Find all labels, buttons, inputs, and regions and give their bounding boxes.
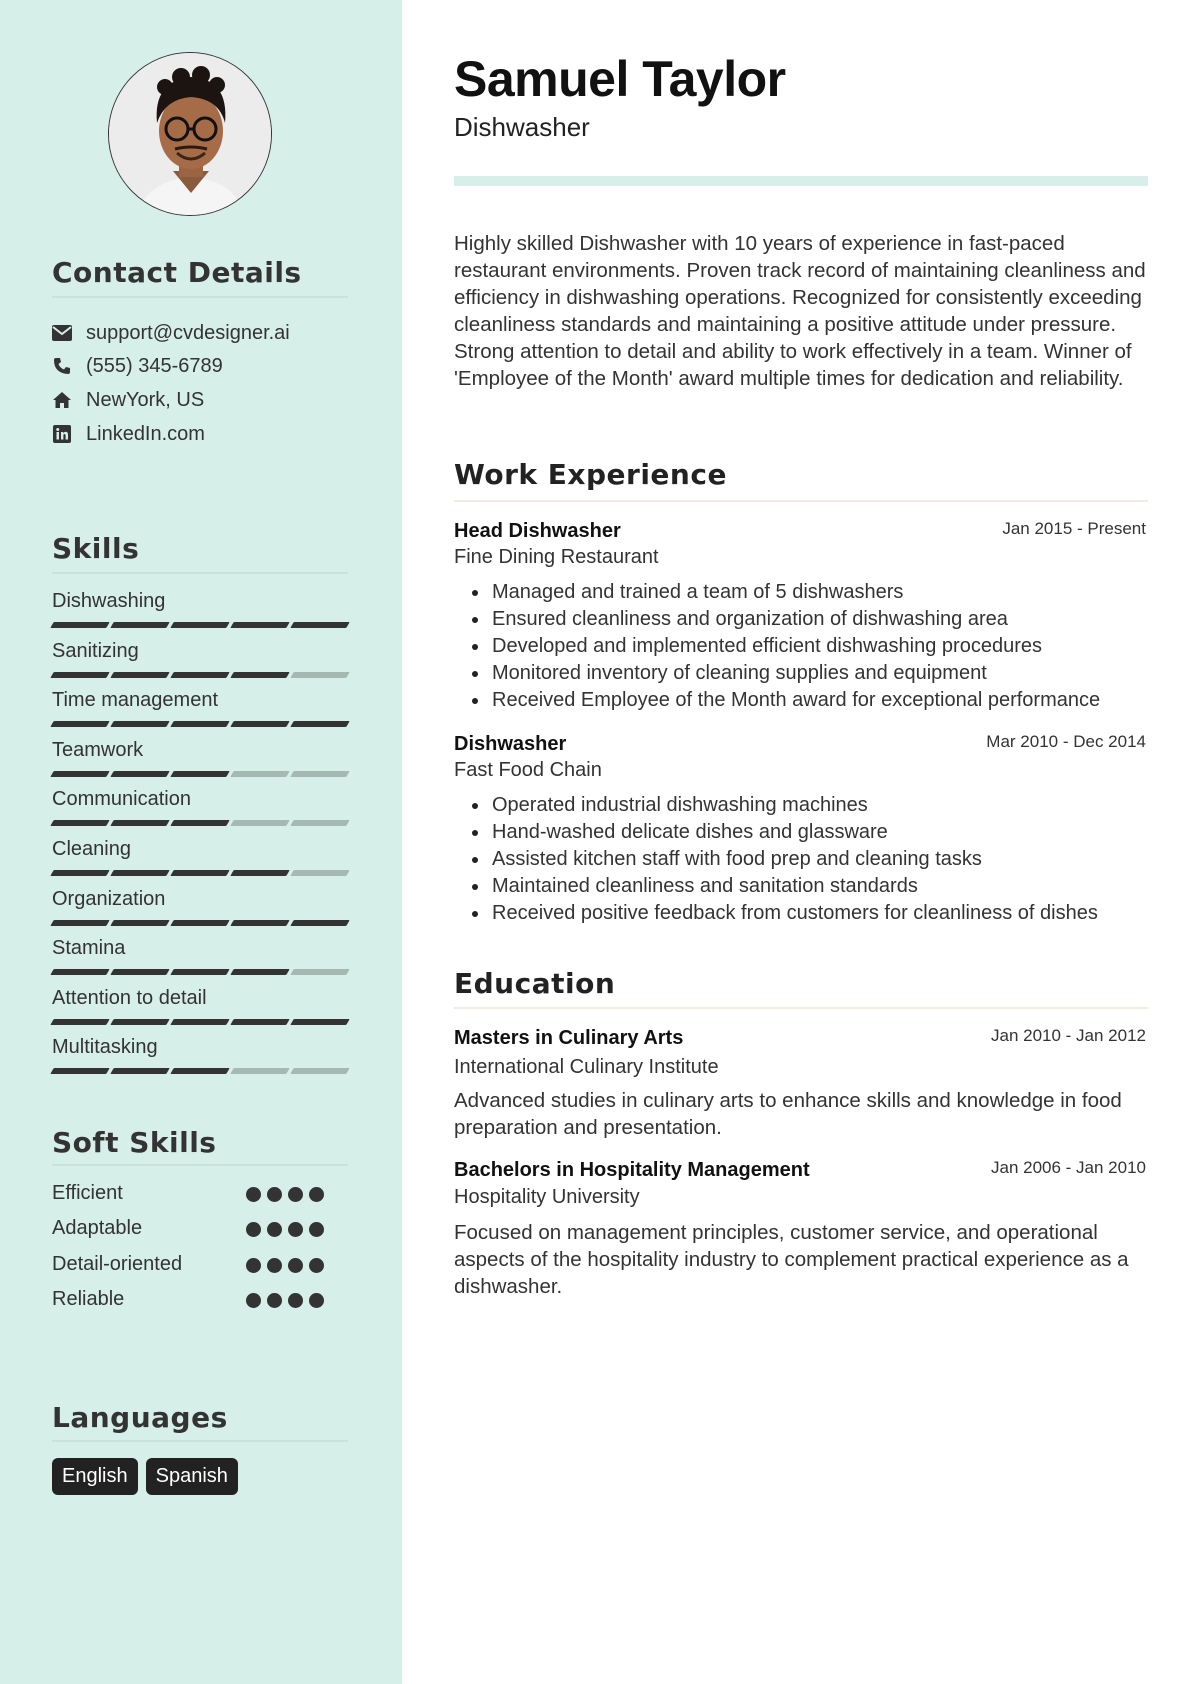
job-bullet: Maintained cleanliness and sanitation standards xyxy=(476,873,1156,900)
rating-dot xyxy=(246,1187,261,1202)
person-avatar-icon xyxy=(109,53,272,216)
skill-level-segment xyxy=(170,672,229,678)
soft-skill-name: Adaptable xyxy=(52,1217,143,1239)
contact-divider xyxy=(52,296,348,298)
rating-dot xyxy=(288,1187,303,1202)
skill-level-segment xyxy=(290,672,349,678)
skill-level-segment xyxy=(230,672,289,678)
skill-level-segment xyxy=(50,870,109,876)
skill-level-segment xyxy=(290,721,349,727)
job-dates: Mar 2010 - Dec 2014 xyxy=(986,732,1146,751)
edu-dates: Jan 2006 - Jan 2010 xyxy=(990,1158,1146,1177)
skill-level-segment xyxy=(170,820,229,826)
skill-level-segment xyxy=(110,1068,169,1074)
skill-name: Cleaning xyxy=(52,838,131,860)
envelope-icon xyxy=(52,323,72,343)
skill-name: Stamina xyxy=(52,937,126,959)
job-organization: Fast Food Chain xyxy=(454,759,602,781)
skill-level-bar xyxy=(52,1068,348,1075)
soft-skill-rating xyxy=(246,1187,324,1202)
edu-degree: Masters in Culinary Arts xyxy=(454,1027,684,1049)
contact-heading: Contact Details xyxy=(52,256,302,289)
skill-level-bar xyxy=(52,870,348,877)
rating-dot xyxy=(309,1293,324,1308)
contact-email[interactable] xyxy=(52,320,290,346)
skill-level-bar xyxy=(52,969,348,976)
skill-level-segment xyxy=(230,721,289,727)
education-heading: Education xyxy=(454,967,616,1000)
skill-name: Dishwashing xyxy=(52,590,166,612)
skill-level-segment xyxy=(110,721,169,727)
sidebar xyxy=(0,0,402,1684)
skill-level-bar xyxy=(52,1019,348,1026)
skill-level-segment xyxy=(230,820,289,826)
skill-level-segment xyxy=(50,920,109,926)
skill-level-bar xyxy=(52,771,348,778)
skill-name: Multitasking xyxy=(52,1036,158,1058)
rating-dot xyxy=(288,1222,303,1237)
skill-level-segment xyxy=(290,1068,349,1074)
skill-level-segment xyxy=(170,870,229,876)
soft-skill-rating xyxy=(246,1293,324,1308)
phone-icon xyxy=(52,356,72,376)
contact-linkedin[interactable] xyxy=(52,421,205,447)
skill-level-segment xyxy=(50,622,109,628)
candidate-title: Dishwasher xyxy=(454,112,590,142)
edu-school: Hospitality University xyxy=(454,1186,640,1208)
edu-degree: Bachelors in Hospitality Management xyxy=(454,1159,810,1181)
contact-location xyxy=(52,387,204,413)
rating-dot xyxy=(267,1222,282,1237)
edu-school: International Culinary Institute xyxy=(454,1056,719,1078)
rating-dot xyxy=(267,1187,282,1202)
soft-skill-name: Detail-oriented xyxy=(52,1253,183,1275)
skill-level-segment xyxy=(50,1068,109,1074)
skill-level-segment xyxy=(230,920,289,926)
soft-skills-divider xyxy=(52,1164,348,1166)
contact-linkedin-text: LinkedIn.com xyxy=(86,422,205,445)
job-dates: Jan 2015 - Present xyxy=(1002,519,1146,538)
soft-skill-name: Efficient xyxy=(52,1182,123,1204)
job-bullet: Developed and implemented efficient dishwashing procedures xyxy=(476,633,1156,660)
experience-heading: Work Experience xyxy=(454,458,727,491)
job-bullet: Received Employee of the Month award for exceptional performance xyxy=(476,687,1156,714)
contact-email-text: support@cvdesigner.ai xyxy=(86,321,290,344)
skill-level-segment xyxy=(290,622,349,628)
contact-phone-text: (555) 345-6789 xyxy=(86,354,223,377)
contact-phone[interactable] xyxy=(52,353,223,379)
rating-dot xyxy=(309,1222,324,1237)
rating-dot xyxy=(267,1293,282,1308)
linkedin-icon xyxy=(52,424,72,444)
job-title: Dishwasher xyxy=(454,733,567,755)
skill-level-segment xyxy=(170,920,229,926)
rating-dot xyxy=(309,1187,324,1202)
languages-list xyxy=(52,1458,238,1495)
skills-heading: Skills xyxy=(52,532,140,565)
job-bullet: Received positive feedback from customers for cleanliness of dishes xyxy=(476,900,1156,927)
languages-divider xyxy=(52,1440,348,1442)
education-divider xyxy=(454,1007,1148,1009)
soft-skill-name: Reliable xyxy=(52,1288,125,1310)
job-organization: Fine Dining Restaurant xyxy=(454,546,659,568)
skill-level-segment xyxy=(110,1019,169,1025)
candidate-name: Samuel Taylor xyxy=(454,51,786,107)
skill-level-bar xyxy=(52,920,348,927)
skill-name: Sanitizing xyxy=(52,640,139,662)
skill-level-segment xyxy=(110,920,169,926)
skill-level-segment xyxy=(230,771,289,777)
skill-level-segment xyxy=(230,1019,289,1025)
job-title: Head Dishwasher xyxy=(454,520,621,542)
skill-level-segment xyxy=(50,820,109,826)
skill-level-segment xyxy=(110,622,169,628)
rating-dot xyxy=(309,1258,324,1273)
rating-dot xyxy=(246,1293,261,1308)
skill-level-segment xyxy=(290,969,349,975)
job-bullet: Assisted kitchen staff with food prep and cleaning tasks xyxy=(476,846,1156,873)
soft-skills-heading: Soft Skills xyxy=(52,1126,217,1159)
skill-level-segment xyxy=(50,771,109,777)
skill-level-bar xyxy=(52,721,348,728)
edu-dates: Jan 2010 - Jan 2012 xyxy=(990,1026,1146,1045)
job-bullets xyxy=(476,792,1156,927)
skill-name: Communication xyxy=(52,788,191,810)
skill-level-segment xyxy=(290,870,349,876)
home-icon xyxy=(52,390,72,410)
header-accent-bar xyxy=(454,176,1148,186)
rating-dot xyxy=(288,1293,303,1308)
skill-level-segment xyxy=(230,969,289,975)
skill-level-segment xyxy=(170,721,229,727)
skill-level-segment xyxy=(110,969,169,975)
skill-level-segment xyxy=(50,969,109,975)
skill-level-segment xyxy=(110,820,169,826)
skill-level-segment xyxy=(170,1019,229,1025)
skill-level-bar xyxy=(52,820,348,827)
skill-level-segment xyxy=(170,969,229,975)
soft-skill-rating xyxy=(246,1222,324,1237)
skill-level-segment xyxy=(170,622,229,628)
skill-level-segment xyxy=(230,870,289,876)
edu-description: Focused on management principles, customer service, and operational aspects of the hospitality industry to complement practical experience as a dishwasher. xyxy=(454,1221,1129,1298)
skill-name: Time management xyxy=(52,689,218,711)
languages-heading: Languages xyxy=(52,1401,228,1434)
soft-skill-rating xyxy=(246,1258,324,1273)
language-tag: English xyxy=(52,1458,138,1495)
edu-description: Advanced studies in culinary arts to enhance skills and knowledge in food preparation and presentation. xyxy=(454,1089,1122,1139)
skill-level-segment xyxy=(230,622,289,628)
job-bullet: Managed and trained a team of 5 dishwashers xyxy=(476,579,1156,606)
skill-level-segment xyxy=(110,771,169,777)
experience-divider xyxy=(454,500,1148,502)
job-bullets xyxy=(476,579,1156,714)
job-bullet: Ensured cleanliness and organization of dishwashing area xyxy=(476,606,1156,633)
summary-text: Highly skilled Dishwasher with 10 years of experience in fast-paced restaurant environments. Proven track record of maintaining cleanliness and efficiency in dishwashing operations. Recognized for consistently exceeding cleanliness standards and maintaining a positive attitude under pressure. Strong attention to detail and ability to work effectively in a team. Winner of 'Employee of the Month' award multiple times for dedication and reliability. xyxy=(454,232,1146,390)
skill-level-bar xyxy=(52,672,348,679)
skill-level-segment xyxy=(290,920,349,926)
skill-level-segment xyxy=(110,672,169,678)
skill-level-segment xyxy=(50,672,109,678)
skill-level-segment xyxy=(230,1068,289,1074)
rating-dot xyxy=(246,1258,261,1273)
skill-level-bar xyxy=(52,622,348,629)
job-bullet: Monitored inventory of cleaning supplies and equipment xyxy=(476,660,1156,687)
skill-level-segment xyxy=(290,820,349,826)
skill-name: Teamwork xyxy=(52,739,144,761)
contact-location-text: NewYork, US xyxy=(86,388,205,411)
skill-level-segment xyxy=(290,1019,349,1025)
skill-level-segment xyxy=(50,1019,109,1025)
profile-photo xyxy=(108,52,272,216)
rating-dot xyxy=(288,1258,303,1273)
skill-level-segment xyxy=(50,721,109,727)
rating-dot xyxy=(246,1222,261,1237)
skill-name: Attention to detail xyxy=(52,987,207,1009)
skill-level-segment xyxy=(290,771,349,777)
skill-level-segment xyxy=(170,771,229,777)
job-bullet: Hand-washed delicate dishes and glassware xyxy=(476,819,1156,846)
skills-divider xyxy=(52,572,348,574)
skill-name: Organization xyxy=(52,888,166,910)
skill-level-segment xyxy=(110,870,169,876)
skill-level-segment xyxy=(170,1068,229,1074)
job-bullet: Operated industrial dishwashing machines xyxy=(476,792,1156,819)
language-tag: Spanish xyxy=(146,1458,238,1495)
rating-dot xyxy=(267,1258,282,1273)
